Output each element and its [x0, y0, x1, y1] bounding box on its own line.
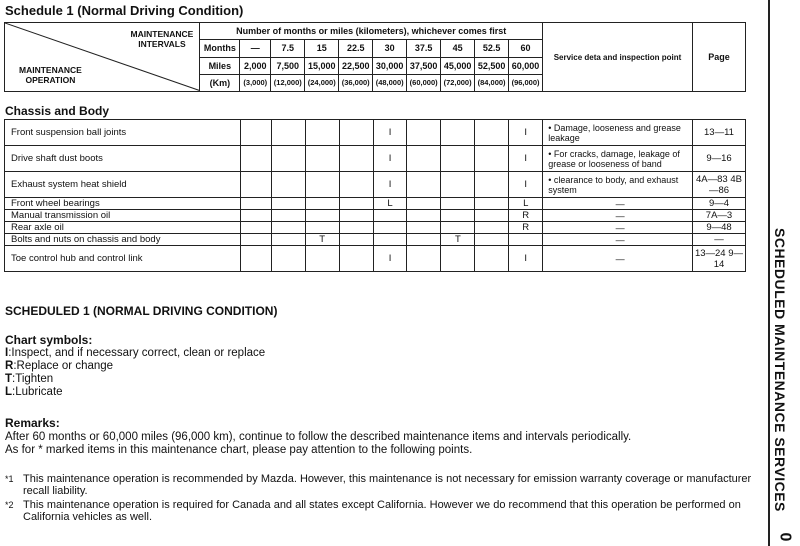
interval-mark [441, 120, 475, 146]
interval-mark [240, 234, 271, 246]
interval-mark [475, 246, 509, 272]
footnote-text: This maintenance operation is required for Canada and all states except California. However we do recommend that this operation be performed on California vehicles as well. [23, 499, 741, 523]
interval-mark [475, 210, 509, 222]
km-cell: (96,000) [509, 74, 543, 91]
page-reference: 9—16 [692, 146, 745, 172]
schedule-title: Schedule 1 (Normal Driving Condition) [5, 3, 244, 18]
maintenance-item: Bolts and nuts on chassis and body [5, 234, 241, 246]
page-reference: 7A—3 [692, 210, 745, 222]
miles-label: Miles [200, 57, 240, 74]
interval-mark [305, 146, 339, 172]
interval-mark [475, 222, 509, 234]
symbol-item: I:Inspect, and if necessary correct, clean or replace [5, 347, 266, 359]
month-cell: 60 [509, 40, 543, 57]
mile-cell: 45,000 [441, 57, 475, 74]
service-point: • Damage, looseness and grease leakage [543, 120, 693, 146]
symbol-item: R:Replace or change [5, 360, 114, 372]
mile-cell: 7,500 [271, 57, 305, 74]
service-point: • For cracks, damage, leakage of grease or looseness of band [543, 146, 693, 172]
interval-mark [271, 210, 305, 222]
interval-mark [475, 198, 509, 210]
remarks-text [5, 431, 631, 457]
interval-mark [240, 146, 271, 172]
interval-mark [271, 120, 305, 146]
interval-mark [271, 172, 305, 198]
footnote-text: This maintenance operation is recommended by Mazda. However, this maintenance is not necessary for emission warranty coverage or manufacturer recall liability. [23, 473, 752, 497]
page-reference: — [692, 234, 745, 246]
side-rule [768, 0, 770, 546]
interval-mark [407, 120, 441, 146]
page-reference: 4A—83 4B—86 [692, 172, 745, 198]
month-cell: 30 [373, 40, 407, 57]
mile-cell: 60,000 [509, 57, 543, 74]
interval-mark [407, 146, 441, 172]
side-section-label: SCHEDULED MAINTENANCE SERVICES [772, 228, 788, 512]
interval-mark [339, 234, 373, 246]
interval-mark: T [305, 234, 339, 246]
interval-mark [339, 246, 373, 272]
remarks-title: Remarks: [5, 416, 60, 430]
km-cell: (84,000) [475, 74, 509, 91]
interval-mark [373, 234, 407, 246]
interval-mark [339, 198, 373, 210]
months-label: Months [200, 40, 240, 57]
service-point: — [543, 234, 693, 246]
footnote-marker: *1 [5, 474, 14, 484]
table-row [5, 234, 746, 246]
symbol-item: T:Tighten [5, 373, 54, 385]
interval-mark [305, 172, 339, 198]
interval-mark [441, 210, 475, 222]
interval-mark [339, 120, 373, 146]
interval-mark [475, 172, 509, 198]
service-point: — [543, 210, 693, 222]
remark-line: As for * marked items in this maintenance chart, please pay attention to the following points. [5, 444, 473, 456]
interval-mark [407, 172, 441, 198]
service-point: — [543, 198, 693, 210]
interval-mark [240, 210, 271, 222]
km-label: (Km) [200, 74, 240, 91]
maintenance-item: Drive shaft dust boots [5, 146, 241, 172]
month-cell: 37.5 [407, 40, 441, 57]
interval-mark [441, 198, 475, 210]
section-title: Chassis and Body [5, 104, 110, 118]
interval-mark: I [509, 146, 543, 172]
interval-mark [373, 222, 407, 234]
month-cell: 52.5 [475, 40, 509, 57]
interval-mark [240, 246, 271, 272]
interval-mark: I [509, 120, 543, 146]
interval-mark [305, 222, 339, 234]
table-row [5, 198, 746, 210]
table-row [5, 146, 746, 172]
interval-mark [339, 210, 373, 222]
interval-mark: I [373, 246, 407, 272]
interval-mark: R [509, 222, 543, 234]
service-column-header: Service deta and inspection point [543, 23, 693, 92]
interval-mark [240, 198, 271, 210]
mile-cell: 37,500 [407, 57, 441, 74]
interval-mark [305, 246, 339, 272]
interval-mark [407, 234, 441, 246]
footnote-2 [5, 499, 755, 523]
interval-mark [441, 246, 475, 272]
maintenance-item: Exhaust system heat shield [5, 172, 241, 198]
interval-mark: I [373, 146, 407, 172]
month-cell: 22.5 [339, 40, 373, 57]
month-cell: 15 [305, 40, 339, 57]
interval-mark [271, 234, 305, 246]
interval-mark [305, 198, 339, 210]
maintenance-item: Toe control hub and control link [5, 246, 241, 272]
page-column-header: Page [692, 23, 745, 92]
interval-mark [240, 172, 271, 198]
interval-mark: L [373, 198, 407, 210]
interval-mark [373, 210, 407, 222]
mile-cell: 30,000 [373, 57, 407, 74]
footnote-1 [5, 473, 755, 497]
interval-mark [407, 222, 441, 234]
table-row [5, 210, 746, 222]
month-cell: 45 [441, 40, 475, 57]
table-row [5, 172, 746, 198]
service-point: — [543, 222, 693, 234]
chart-symbols-title: Chart symbols: [5, 333, 93, 347]
page-reference: 13—24 9—14 [692, 246, 745, 272]
interval-mark [271, 222, 305, 234]
km-cell: (48,000) [373, 74, 407, 91]
maintenance-item: Rear axle oil [5, 222, 241, 234]
interval-mark [240, 222, 271, 234]
interval-mark [441, 172, 475, 198]
interval-mark [475, 146, 509, 172]
interval-mark [339, 172, 373, 198]
interval-mark [441, 222, 475, 234]
km-cell: (3,000) [240, 74, 271, 91]
service-point: — [543, 246, 693, 272]
mile-cell: 2,000 [240, 57, 271, 74]
interval-span-label: Number of months or miles (kilometers), whichever comes first [200, 23, 543, 40]
table-row [5, 246, 746, 272]
intervals-label: MAINTENANCE INTERVALS [130, 29, 194, 49]
interval-mark [475, 234, 509, 246]
interval-mark [407, 210, 441, 222]
service-point: • clearance to body, and exhaust system [543, 172, 693, 198]
table-row [5, 222, 746, 234]
interval-mark [271, 146, 305, 172]
km-cell: (36,000) [339, 74, 373, 91]
mile-cell: 22,500 [339, 57, 373, 74]
schedule-heading: SCHEDULED 1 (NORMAL DRIVING CONDITION) [5, 304, 278, 318]
maintenance-table [4, 119, 746, 272]
page-reference: 13—11 [692, 120, 745, 146]
month-cell: — [240, 40, 271, 57]
maintenance-item: Manual transmission oil [5, 210, 241, 222]
interval-mark [441, 146, 475, 172]
table-row [5, 120, 746, 146]
maintenance-item: Front wheel bearings [5, 198, 241, 210]
interval-mark [509, 234, 543, 246]
mile-cell: 52,500 [475, 57, 509, 74]
chart-symbols-list [5, 347, 265, 399]
mile-cell: 15,000 [305, 57, 339, 74]
km-cell: (72,000) [441, 74, 475, 91]
interval-mark [339, 222, 373, 234]
interval-mark [407, 246, 441, 272]
interval-mark: I [373, 120, 407, 146]
km-cell: (24,000) [305, 74, 339, 91]
month-cell: 7.5 [271, 40, 305, 57]
interval-mark [305, 210, 339, 222]
interval-mark: I [373, 172, 407, 198]
interval-header-table [4, 22, 746, 92]
interval-mark: T [441, 234, 475, 246]
page-reference: 9—4 [692, 198, 745, 210]
interval-mark [475, 120, 509, 146]
symbol-item: L:Lubricate [5, 386, 63, 398]
interval-mark [271, 246, 305, 272]
page-reference: 9—48 [692, 222, 745, 234]
maintenance-item: Front suspension ball joints [5, 120, 241, 146]
interval-mark: I [509, 172, 543, 198]
interval-mark: L [509, 198, 543, 210]
side-chapter-number: 0 [776, 532, 794, 542]
interval-mark [305, 120, 339, 146]
interval-mark: R [509, 210, 543, 222]
operation-label: MAINTENANCE OPERATION [19, 65, 82, 85]
interval-mark [240, 120, 271, 146]
interval-mark: I [509, 246, 543, 272]
remark-line: After 60 months or 60,000 miles (96,000 km), continue to follow the described maintenance items and intervals periodically. [5, 431, 632, 443]
km-cell: (60,000) [407, 74, 441, 91]
interval-mark [407, 198, 441, 210]
footnote-marker: *2 [5, 500, 14, 510]
interval-mark [339, 146, 373, 172]
interval-mark [271, 198, 305, 210]
km-cell: (12,000) [271, 74, 305, 91]
header-diagonal-cell [5, 23, 200, 92]
